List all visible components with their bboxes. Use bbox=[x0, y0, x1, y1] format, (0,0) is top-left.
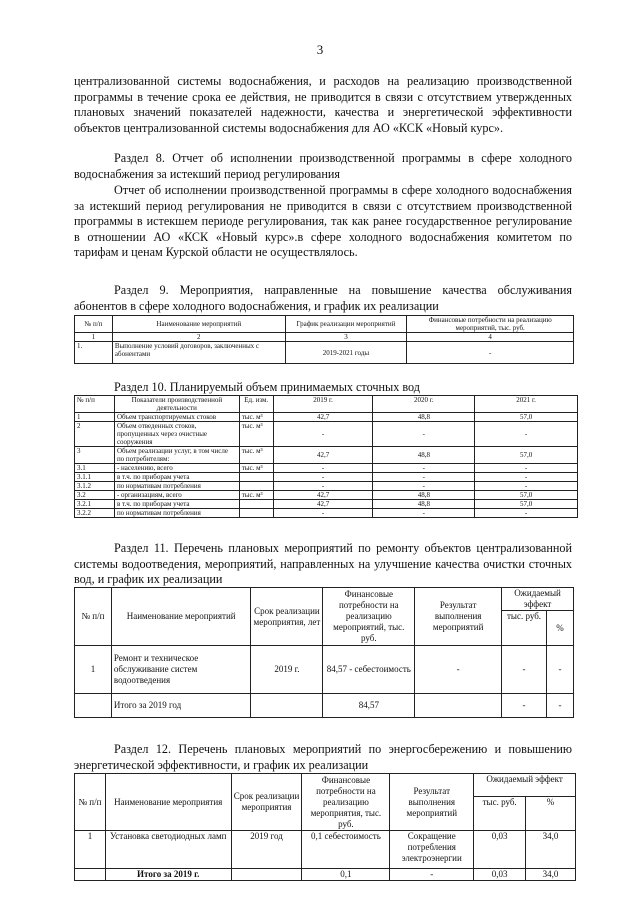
row-name: Объем отведенных стоков, пропущенных через очистные сооружения bbox=[114, 422, 239, 447]
col-number: 4 bbox=[407, 333, 574, 342]
row-2021: - bbox=[475, 473, 578, 482]
section11-heading: Раздел 11. Перечень плановых мероприятий по ремонту объектов централизованной системы водоотведения, мероприятий, направленных на улучшение качества очистки сточных вод, и график их реализации bbox=[74, 541, 572, 586]
row-number: 1 bbox=[75, 831, 106, 869]
col-header-effect: Ожидаемый эффект bbox=[474, 774, 576, 797]
row-2021: 57,0 bbox=[475, 491, 578, 500]
col-number: 2 bbox=[112, 333, 285, 342]
col-header-2019: 2019 г. bbox=[273, 396, 373, 413]
row-unit bbox=[239, 482, 273, 491]
table-row bbox=[75, 491, 578, 500]
row-number: 1 bbox=[75, 646, 112, 694]
total-effect-rub: 0,03 bbox=[474, 869, 526, 881]
row-unit: тыс. м³ bbox=[239, 464, 273, 473]
col-header-result: Результат выполнения мероприятий bbox=[390, 774, 474, 831]
col-header-schedule: График реализации мероприятий bbox=[285, 316, 407, 333]
section12-table bbox=[74, 773, 576, 881]
row-2020: - bbox=[373, 509, 475, 518]
table-header-row bbox=[75, 774, 576, 797]
row-effect-pct: - bbox=[546, 646, 573, 694]
row-name: по нормативам потребления bbox=[114, 509, 239, 518]
row-unit bbox=[239, 473, 273, 482]
col-header-term: Срок реализации мероприятия bbox=[231, 774, 302, 831]
col-header-finance: Финансовые потребности на реализацию мероприятий, тыс. руб. bbox=[323, 588, 415, 646]
row-result: - bbox=[415, 646, 502, 694]
section11-table bbox=[74, 587, 574, 718]
col-header-result: Результат выполнения мероприятий bbox=[415, 588, 502, 646]
table-row bbox=[75, 447, 578, 464]
row-number: 1 bbox=[75, 413, 115, 422]
row-2020: 48,8 bbox=[373, 413, 475, 422]
total-result: - bbox=[390, 869, 474, 881]
table-row bbox=[75, 464, 578, 473]
row-2019: 42,7 bbox=[273, 413, 373, 422]
row-finance: 0,1 себестоимость bbox=[302, 831, 390, 869]
column-number-row bbox=[75, 333, 574, 342]
row-name: Ремонт и техническое обслуживание систем водоотведения bbox=[111, 646, 251, 694]
col-header-unit: Ед. изм. bbox=[239, 396, 273, 413]
table-row bbox=[75, 509, 578, 518]
row-2021: - bbox=[475, 464, 578, 473]
row-number: 3.2 bbox=[75, 491, 115, 500]
row-name: - организациям, всего bbox=[114, 491, 239, 500]
col-header-2021: 2021 г. bbox=[475, 396, 578, 413]
row-number: 3.1.1 bbox=[75, 473, 115, 482]
row-name: в т.ч. по приборам учета bbox=[114, 500, 239, 509]
intro-paragraph: централизованной системы водоснабжения, и расходов на реализацию производственной программы в течение срока ее действия, не приводится в связи с отсутствием утвержденных плановых значений показателей надежности, качества и энергетической эффективности объектов централизованной системы водоснабжения для АО «КСК «Новый курс». bbox=[74, 74, 572, 135]
row-2019: - bbox=[273, 473, 373, 482]
section9-heading: Раздел 9. Мероприятия, направленные на повышение качества обслуживания абонентов в сфере холодного водоснабжения, и график их реализации bbox=[74, 283, 572, 313]
row-2020: - bbox=[373, 473, 475, 482]
section8-body: Отчет об исполнении производственной программы в сфере холодного водоснабжения за истекший период регулирования не приводится в связи с отсутствием производственной программы в истекшем периоде регулирования, так как ранее государственное регулирование в отношении АО «КСК «Новый курс».в сфере холодного водоснабжения комитетом по тарифам и ценам Курской области не осуществлялось. bbox=[74, 183, 572, 259]
row-2019: - bbox=[273, 422, 373, 447]
row-2020: 48,8 bbox=[373, 491, 475, 500]
table-row bbox=[75, 646, 574, 694]
col-number: 1 bbox=[75, 333, 113, 342]
row-name: Объем реализации услуг, в том числе по потребителям: bbox=[114, 447, 239, 464]
row-2020: 48,8 bbox=[373, 500, 475, 509]
section10-table bbox=[74, 395, 578, 518]
row-unit: тыс. м³ bbox=[239, 447, 273, 464]
row-number: 1. bbox=[75, 342, 113, 364]
row-name: в т.ч. по приборам учета bbox=[114, 473, 239, 482]
row-term: 2019 г. bbox=[251, 646, 323, 694]
col-header-indicator: Показатели производственной деятельности bbox=[114, 396, 239, 413]
row-term: 2019 год bbox=[231, 831, 302, 869]
row-2021: 57,0 bbox=[475, 447, 578, 464]
total-label: Итого за 2019 г. bbox=[137, 869, 200, 879]
table-row bbox=[75, 413, 578, 422]
col-header-effect: Ожидаемый эффект bbox=[502, 588, 574, 611]
total-effect-rub: - bbox=[502, 694, 547, 718]
row-unit: тыс. м³ bbox=[239, 422, 273, 447]
row-number: 3 bbox=[75, 447, 115, 464]
row-2020: - bbox=[373, 482, 475, 491]
col-header-finance: Финансовые потребности на реализацию мероприятия, тыс. руб. bbox=[302, 774, 390, 831]
table-row bbox=[75, 500, 578, 509]
table-row bbox=[75, 422, 578, 447]
section8-heading: Раздел 8. Отчет об исполнении производственной программы в сфере холодного водоснабжения за истекший период регулирования bbox=[74, 151, 572, 181]
row-2021: 57,0 bbox=[475, 500, 578, 509]
col-header-name: Наименование мероприятий bbox=[112, 316, 285, 333]
col-header-effect-pct: % bbox=[546, 611, 573, 646]
table-row bbox=[75, 342, 574, 364]
row-number: 3.2.2 bbox=[75, 509, 115, 518]
row-effect-pct: 34,0 bbox=[526, 831, 576, 869]
total-finance: 0,1 bbox=[302, 869, 390, 881]
col-header-effect-pct: % bbox=[526, 797, 576, 831]
table-row bbox=[75, 473, 578, 482]
row-2019: 42,7 bbox=[273, 447, 373, 464]
row-name: Выполнение условий договоров, заключенных с абонентами bbox=[112, 342, 285, 364]
page-number: 3 bbox=[316, 42, 324, 57]
table-row bbox=[75, 482, 578, 491]
row-name: - населению, всего bbox=[114, 464, 239, 473]
row-2019: - bbox=[273, 464, 373, 473]
total-row bbox=[75, 694, 574, 718]
row-2021: - bbox=[475, 482, 578, 491]
row-unit bbox=[239, 509, 273, 518]
table-header-row bbox=[75, 588, 574, 611]
row-2021: - bbox=[475, 422, 578, 447]
table-header-row bbox=[75, 396, 578, 413]
col-header-number: № п/п bbox=[75, 396, 115, 413]
row-2019: 42,7 bbox=[273, 500, 373, 509]
row-schedule: 2019-2021 годы bbox=[285, 342, 407, 364]
col-header-name: Наименование мероприятия bbox=[105, 774, 231, 831]
col-header-finance: Финансовые потребности на реализацию мероприятий, тыс. руб. bbox=[407, 316, 574, 333]
row-unit bbox=[239, 500, 273, 509]
total-effect-pct: - bbox=[546, 694, 573, 718]
row-finance: 84,57 - себестоимость bbox=[323, 646, 415, 694]
section10-heading: Раздел 10. Планируемый объем принимаемых сточных вод bbox=[114, 380, 420, 394]
col-header-effect-rub: тыс. руб. bbox=[474, 797, 526, 831]
row-name: Установка светодиодных ламп bbox=[105, 831, 231, 869]
section9-table bbox=[74, 315, 574, 364]
table-row bbox=[75, 831, 576, 869]
row-number: 3.1.2 bbox=[75, 482, 115, 491]
total-row bbox=[75, 869, 576, 881]
row-name: Объем транспортируемых стоков bbox=[114, 413, 239, 422]
total-label: Итого за 2019 год bbox=[111, 694, 251, 718]
col-header-2020: 2020 г. bbox=[373, 396, 475, 413]
row-2020: - bbox=[373, 422, 475, 447]
row-number: 3.2.1 bbox=[75, 500, 115, 509]
row-2021: - bbox=[475, 509, 578, 518]
col-header-number: № п/п bbox=[75, 588, 112, 646]
row-number: 3.1 bbox=[75, 464, 115, 473]
section12-heading: Раздел 12. Перечень плановых мероприятий по энергосбережению и повышению энергетической эффективности, и график их реализации bbox=[74, 742, 572, 772]
col-header-number: № п/п bbox=[75, 774, 106, 831]
row-result: Сокращение потребления электроэнергии bbox=[390, 831, 474, 869]
row-number: 2 bbox=[75, 422, 115, 447]
row-2020: 48,8 bbox=[373, 447, 475, 464]
row-name: по нормативам потребления bbox=[114, 482, 239, 491]
total-finance: 84,57 bbox=[323, 694, 415, 718]
row-2020: - bbox=[373, 464, 475, 473]
col-header-number: № п/п bbox=[75, 316, 113, 333]
row-2019: - bbox=[273, 482, 373, 491]
row-2021: 57,0 bbox=[475, 413, 578, 422]
row-effect-rub: - bbox=[502, 646, 547, 694]
row-effect-rub: 0,03 bbox=[474, 831, 526, 869]
total-effect-pct: 34,0 bbox=[526, 869, 576, 881]
col-header-effect-rub: тыс. руб. bbox=[502, 611, 547, 646]
col-number: 3 bbox=[285, 333, 407, 342]
row-finance: - bbox=[407, 342, 574, 364]
col-header-name: Наименование мероприятий bbox=[111, 588, 251, 646]
col-header-term: Срок реализации мероприятия, лет bbox=[251, 588, 323, 646]
table-header-row bbox=[75, 316, 574, 333]
row-unit: тыс. м³ bbox=[239, 491, 273, 500]
row-2019: - bbox=[273, 509, 373, 518]
row-2019: 42,7 bbox=[273, 491, 373, 500]
row-unit: тыс. м³ bbox=[239, 413, 273, 422]
